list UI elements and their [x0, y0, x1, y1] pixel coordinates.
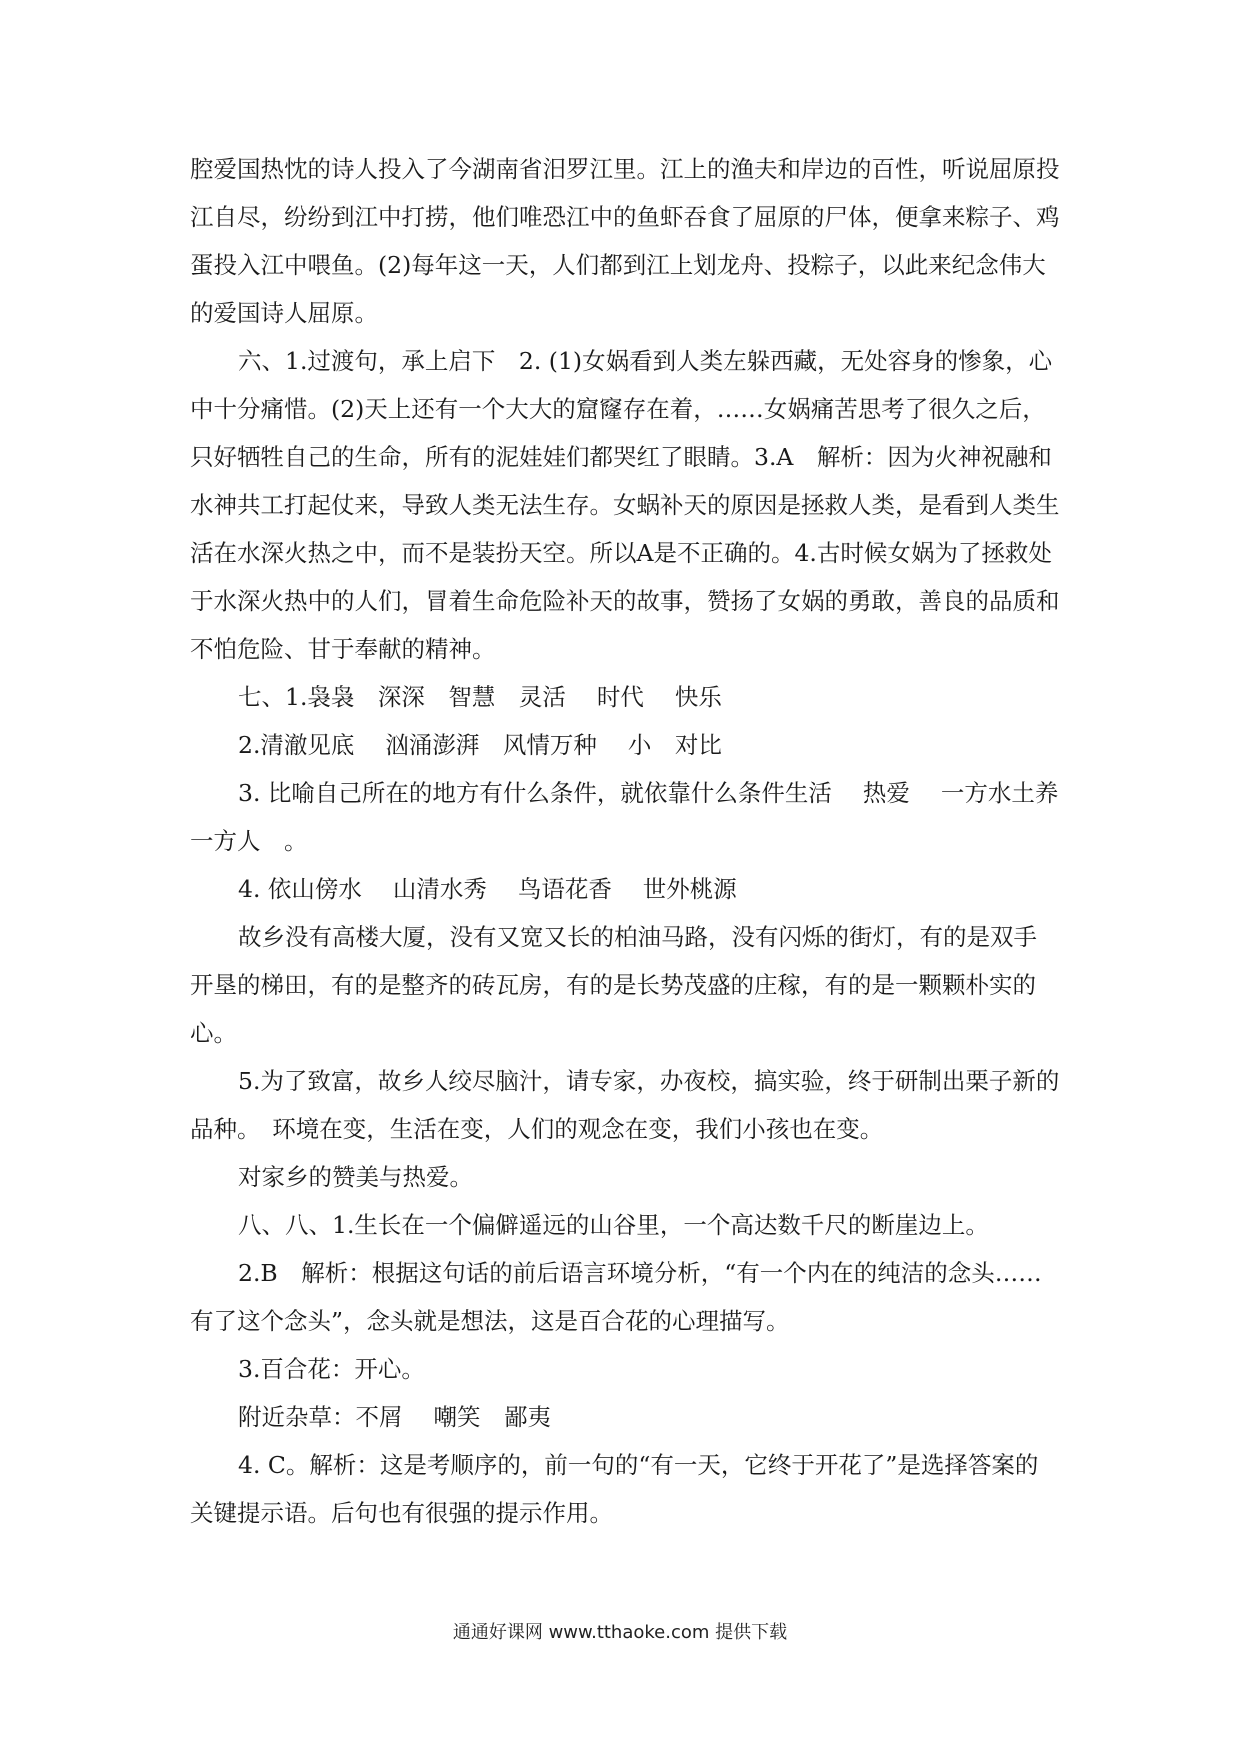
paragraph-section-8-q1: 八、八、1.生长在一个偏僻遥远的山谷里，一个高达数千尺的断崖边上。	[238, 1211, 989, 1239]
paragraph-section-6: 六、1.过渡句，承上启下 2. (1)女娲看到人类左躲西藏，无处容身的惨象，心中十分痛惜。(2)天上还有一个大大的窟窿存在着，……女娲痛苦思考了很久之后，只好牺牲自己的生命，所有的泥娃娃们都哭红了眼睛。3.A 解析：因为火神祝融和水神共工打起仗来，导致人类无法生存。女蜗补天的原因是拯救人类，是看到人类生活在水深火热之中，而不是装扮天空。所以A是不正确的。4.古时候女娲为了拯救处于水深火热中的人们，冒着生命危险补天的故事，赞扬了女娲的勇敢，善良的品质和不怕危险、甘于奉献的精神。	[190, 347, 1060, 663]
paragraph-section-7-q1: 七、1.袅袅 深深 智慧 灵活 时代 快乐	[238, 683, 722, 711]
page-footer: 通通好课网 www.tthaoke.com 提供下载	[452, 1622, 788, 1643]
paragraph-section-7-q4: 4. 依山傍水 山清水秀 鸟语花香 世外桃源	[238, 875, 737, 903]
paragraph-praise: 对家乡的赞美与热爱。	[238, 1163, 473, 1191]
paragraph-section-8-q4: 4. C。解析：这是考顺序的，前一句的“有一天，它终于开花了”是选择答案的关键提示语。后句也有很强的提示作用。	[190, 1451, 1039, 1527]
paragraph-section-8-q2: 2.B 解析：根据这句话的前后语言环境分析，“有一个内在的纯洁的念头……有了这个念头”，念头就是想法，这是百合花的心理描写。	[190, 1259, 1042, 1335]
paragraph-section-7-q5: 5.为了致富，故乡人绞尽脑汁，请专家，办夜校，搞实验，终于研制出栗子新的品种。 环境在变，生活在变，人们的观念在变，我们小孩也在变。	[190, 1067, 1060, 1143]
paragraph-hometown-desc: 故乡没有高楼大厦，没有又宽又长的柏油马路，没有闪烁的街灯，有的是双手开垦的梯田，有的是整齐的砖瓦房，有的是长势茂盛的庄稼，有的是一颗颗朴实的心。	[190, 923, 1037, 1047]
answer-content	[190, 145, 1060, 1537]
paragraph-section-7-q3: 3. 比喻自己所在的地方有什么条件，就依靠什么条件生活 热爱 一方水土养一方人 。	[190, 779, 1059, 855]
paragraph-qu-yuan-story: 腔爱国热忱的诗人投入了今湖南省汨罗江里。江上的渔夫和岸边的百性，听说屈原投江自尽，纷纷到江中打捞，他们唯恐江中的鱼虾吞食了屈原的尸体，便拿来粽子、鸡蛋投入江中喂鱼。(2)每年这一天，人们都到江上划龙舟、投粽子，以此来纪念伟大的爱国诗人屈原。	[190, 155, 1060, 327]
paragraph-section-8-q3: 3.百合花：开心。	[238, 1355, 425, 1383]
paragraph-section-7-q2: 2.清澈见底 汹涌澎湃 风情万种 小 对比	[238, 731, 722, 759]
paragraph-weeds: 附近杂草：不屑 嘲笑 鄙夷	[238, 1403, 551, 1431]
